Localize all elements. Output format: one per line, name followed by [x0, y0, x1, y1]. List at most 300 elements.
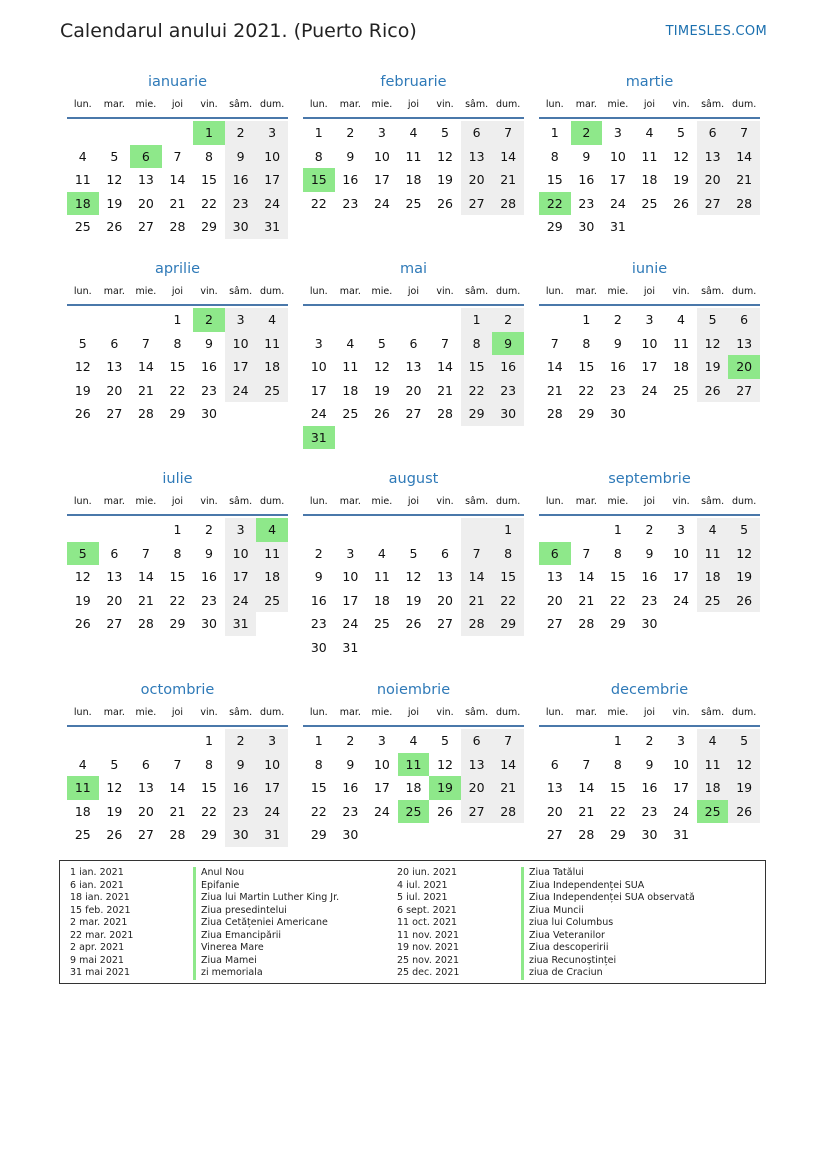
day-cell: 3	[225, 518, 257, 542]
weekday-label: mie.	[135, 496, 157, 507]
day-cell: 13	[546, 569, 563, 584]
weekday-label: dum.	[495, 286, 521, 297]
day-grid	[303, 121, 524, 215]
day-cell: 2	[225, 729, 257, 753]
day-cell: 18	[405, 780, 422, 795]
day-cell: 1	[550, 125, 559, 140]
empty-cell	[67, 308, 99, 332]
legend-holiday-name: zi memoriala	[193, 967, 339, 980]
day-cell: 2	[346, 125, 355, 140]
day-cell: 9	[205, 335, 213, 351]
legend-date: 18 ian. 2021	[70, 892, 130, 903]
day-cell: 15	[169, 359, 186, 374]
day-grid	[303, 729, 524, 847]
day-cell: 16	[342, 172, 359, 187]
weekday-label: joi	[407, 99, 420, 110]
legend-date: 25 nov. 2021	[397, 954, 460, 966]
day-cell: 5	[78, 335, 87, 351]
day-cell: 15	[201, 172, 217, 187]
day-cell: 28	[546, 406, 563, 421]
day-cell: 13	[137, 780, 154, 795]
weekday-label: mar.	[103, 707, 125, 718]
day-cell: 6	[461, 729, 493, 753]
day-cell: 30	[492, 402, 524, 426]
weekday-label: vin.	[672, 707, 690, 718]
day-cell: 16	[225, 776, 257, 800]
day-cell: 26	[437, 803, 453, 819]
day-cell: 19	[673, 172, 689, 187]
day-cell: 20	[137, 803, 154, 819]
day-cell: 10	[225, 332, 257, 356]
empty-cell	[335, 308, 367, 332]
day-grid	[67, 308, 288, 426]
day-cell: 14	[437, 359, 453, 374]
day-cell: 21	[492, 776, 524, 800]
day-cell: 19	[373, 382, 390, 398]
day-cell: 23	[310, 616, 327, 631]
legend-date: 20 iun. 2021	[397, 867, 458, 878]
legend-date: 9 mai 2021	[70, 954, 124, 966]
empty-cell	[130, 518, 162, 542]
legend-holiday-name: Epifanie	[193, 880, 339, 893]
legend-holiday-name: ziua lui Columbus	[521, 917, 695, 930]
day-cell: 20	[106, 592, 123, 608]
day-cell: 20	[405, 382, 422, 398]
day-cell: 1	[205, 733, 213, 748]
day-cell: 8	[173, 545, 182, 561]
legend-date: 4 iul. 2021	[397, 879, 448, 891]
weekday-header	[67, 493, 288, 516]
day-cell: 2	[645, 733, 654, 748]
day-cell: 16	[201, 569, 217, 584]
weekday-label: lun.	[73, 496, 92, 507]
empty-cell	[697, 215, 729, 239]
day-cell: 27	[106, 616, 123, 631]
month-august	[303, 469, 524, 659]
day-cell: 17	[373, 172, 390, 187]
weekday-label: lun.	[545, 707, 564, 718]
day-cell: 9	[205, 545, 213, 561]
month-name: octombrie	[140, 682, 215, 698]
day-cell: 12	[728, 753, 760, 777]
weekday-label: sâm.	[229, 496, 253, 507]
legend-holiday-name: Ziua Independenței SUA	[521, 880, 695, 893]
empty-cell	[728, 823, 760, 847]
day-cell: 7	[141, 335, 150, 351]
legend-date: 2 mar. 2021	[70, 917, 128, 928]
day-cell: 4	[346, 335, 355, 351]
weekday-label: dum.	[259, 496, 285, 507]
day-cell: 1	[314, 125, 323, 140]
day-cell: 8	[461, 332, 493, 356]
legend-date: 5 iul. 2021	[397, 892, 448, 903]
day-cell: 27	[461, 800, 493, 824]
day-cell: 7	[550, 335, 559, 351]
day-cell: 17	[256, 776, 288, 800]
day-cell: 19	[429, 776, 461, 800]
day-cell: 13	[106, 359, 123, 374]
day-cell: 20	[546, 592, 563, 608]
day-cell: 13	[137, 172, 154, 187]
day-cell: 12	[437, 148, 453, 164]
weekday-label: dum.	[731, 707, 757, 718]
day-cell: 16	[342, 780, 359, 795]
day-cell: 18	[373, 592, 390, 608]
day-cell: 22	[609, 803, 626, 819]
weekday-label: sâm.	[701, 286, 725, 297]
empty-cell	[398, 308, 430, 332]
legend-holiday-name: Ziua Tatălui	[521, 867, 695, 880]
day-cell: 2	[492, 308, 524, 332]
day-cell: 26	[437, 195, 453, 211]
legend-names-col-2	[521, 867, 695, 980]
day-cell: 25	[697, 589, 729, 613]
day-cell: 7	[492, 121, 524, 145]
day-cell: 2	[225, 121, 257, 145]
day-cell: 16	[492, 355, 524, 379]
day-grid	[303, 308, 524, 449]
day-cell: 17	[373, 780, 390, 795]
day-cell: 29	[169, 616, 186, 631]
weekday-label: lun.	[545, 496, 564, 507]
empty-cell	[366, 426, 398, 450]
empty-cell	[366, 636, 398, 660]
day-cell: 23	[641, 803, 658, 819]
weekday-label: vin.	[672, 496, 690, 507]
day-cell: 4	[256, 308, 288, 332]
day-cell: 12	[437, 756, 453, 772]
day-cell: 20	[106, 382, 123, 398]
empty-cell	[99, 308, 131, 332]
day-cell: 20	[546, 803, 563, 819]
day-cell: 10	[256, 753, 288, 777]
day-cell: 31	[256, 823, 288, 847]
day-cell: 7	[492, 729, 524, 753]
empty-cell	[539, 729, 571, 753]
day-cell: 3	[377, 733, 386, 748]
day-cell: 31	[303, 426, 335, 450]
day-cell: 17	[673, 780, 689, 795]
month-name: iulie	[162, 471, 193, 487]
legend-date: 15 feb. 2021	[70, 904, 131, 916]
weekday-header	[539, 493, 760, 516]
month-name: noiembrie	[376, 682, 451, 698]
day-cell: 3	[346, 545, 355, 561]
day-cell: 22	[169, 592, 186, 608]
day-cell: 1	[613, 733, 622, 748]
month-name: februarie	[380, 74, 447, 90]
empty-cell	[697, 823, 729, 847]
day-cell: 2	[205, 522, 213, 537]
day-cell: 14	[492, 753, 524, 777]
day-cell: 19	[437, 172, 453, 187]
day-cell: 12	[106, 780, 123, 795]
day-cell: 27	[106, 406, 123, 421]
day-cell: 3	[256, 121, 288, 145]
day-cell: 14	[546, 359, 563, 374]
day-cell: 1	[193, 121, 225, 145]
day-cell: 3	[613, 125, 622, 140]
empty-cell	[162, 729, 194, 753]
day-cell: 29	[492, 612, 524, 636]
empty-cell	[99, 729, 131, 753]
day-cell: 15	[169, 569, 186, 584]
day-cell: 21	[728, 168, 760, 192]
day-cell: 2	[613, 312, 622, 327]
day-cell: 13	[405, 359, 422, 374]
empty-cell	[492, 823, 524, 847]
day-cell: 11	[697, 542, 729, 566]
day-cell: 9	[613, 335, 622, 351]
day-cell: 25	[256, 589, 288, 613]
weekday-header	[303, 493, 524, 516]
day-cell: 18	[697, 565, 729, 589]
day-cell: 25	[342, 406, 359, 421]
empty-cell	[225, 402, 257, 426]
legend-holiday-name: Anul Nou	[193, 867, 339, 880]
month-name: iunie	[631, 261, 668, 277]
month-ianuarie	[67, 72, 288, 239]
day-cell: 13	[437, 569, 453, 584]
day-cell: 21	[169, 195, 186, 211]
legend-dates-col-2	[397, 867, 459, 980]
weekday-label: lun.	[309, 286, 328, 297]
weekday-header	[67, 704, 288, 727]
day-cell: 6	[409, 335, 418, 351]
weekday-label: vin.	[672, 286, 690, 297]
day-cell: 24	[609, 195, 626, 211]
day-cell: 3	[677, 733, 685, 748]
weekday-label: lun.	[73, 707, 92, 718]
day-cell: 22	[492, 589, 524, 613]
day-cell: 13	[546, 780, 563, 795]
legend-date: 6 ian. 2021	[70, 879, 124, 891]
day-cell: 21	[169, 803, 186, 819]
legend-names-col-1	[193, 867, 339, 980]
weekday-label: mie.	[371, 496, 393, 507]
legend-date: 2 apr. 2021	[70, 942, 125, 953]
day-cell: 17	[673, 569, 689, 584]
weekday-label: mar.	[103, 496, 125, 507]
day-cell: 13	[106, 569, 123, 584]
day-cell: 23	[225, 800, 257, 824]
day-cell: 5	[441, 125, 449, 140]
day-cell: 15	[461, 355, 493, 379]
day-cell: 26	[106, 219, 123, 234]
weekday-label: lun.	[309, 496, 328, 507]
day-cell: 12	[728, 542, 760, 566]
weekday-header	[67, 283, 288, 306]
day-cell: 19	[74, 592, 91, 608]
weekday-label: mie.	[607, 99, 629, 110]
day-cell: 29	[609, 616, 626, 631]
legend-date: 19 nov. 2021	[397, 942, 460, 953]
weekday-label: joi	[643, 707, 656, 718]
day-cell: 30	[201, 616, 217, 631]
day-cell: 28	[169, 219, 186, 234]
legend-date: 11 oct. 2021	[397, 917, 458, 928]
day-cell: 4	[697, 729, 729, 753]
day-cell: 1	[613, 522, 622, 537]
day-cell: 18	[74, 803, 91, 819]
day-cell: 15	[578, 359, 595, 374]
legend-holiday-name: Ziua Cetățeniei Americane	[193, 917, 339, 930]
day-cell: 12	[697, 332, 729, 356]
day-cell: 10	[373, 148, 390, 164]
empty-cell	[697, 402, 729, 426]
weekday-label: dum.	[495, 496, 521, 507]
day-grid	[539, 121, 760, 239]
weekday-label: vin.	[436, 707, 454, 718]
day-cell: 30	[225, 823, 257, 847]
weekday-label: lun.	[73, 99, 92, 110]
day-cell: 30	[225, 215, 257, 239]
day-cell: 29	[461, 402, 493, 426]
weekday-label: mie.	[371, 707, 393, 718]
day-cell: 6	[697, 121, 729, 145]
day-cell: 12	[106, 172, 123, 187]
weekday-label: lun.	[545, 99, 564, 110]
day-cell: 30	[641, 827, 658, 842]
day-cell: 19	[728, 776, 760, 800]
month-aprilie	[67, 259, 288, 426]
day-cell: 5	[409, 545, 418, 561]
day-cell: 13	[461, 145, 493, 169]
weekday-label: mie.	[607, 496, 629, 507]
day-cell: 24	[373, 195, 390, 211]
day-cell: 12	[74, 569, 91, 584]
day-cell: 6	[728, 308, 760, 332]
day-cell: 31	[225, 612, 257, 636]
day-cell: 28	[492, 192, 524, 216]
legend-date: 1 ian. 2021	[70, 867, 124, 878]
day-cell: 11	[697, 753, 729, 777]
day-cell: 17	[256, 168, 288, 192]
empty-cell	[366, 823, 398, 847]
empty-cell	[303, 308, 335, 332]
weekday-label: mar.	[575, 99, 597, 110]
day-cell: 18	[673, 359, 689, 374]
day-cell: 28	[461, 612, 493, 636]
empty-cell	[634, 215, 666, 239]
day-cell: 17	[609, 172, 626, 187]
empty-cell	[697, 612, 729, 636]
day-cell: 10	[641, 335, 658, 351]
day-cell: 31	[342, 639, 359, 655]
day-cell: 13	[728, 332, 760, 356]
weekday-label: joi	[407, 707, 420, 718]
day-cell: 15	[201, 780, 217, 795]
weekday-label: sâm.	[465, 707, 489, 718]
empty-cell	[366, 308, 398, 332]
day-cell: 9	[645, 545, 654, 561]
day-cell: 25	[74, 827, 91, 842]
weekday-label: sâm.	[701, 99, 725, 110]
day-cell: 14	[169, 780, 186, 795]
weekday-header	[539, 96, 760, 119]
day-cell: 25	[673, 382, 689, 398]
day-cell: 14	[137, 569, 154, 584]
day-cell: 11	[256, 542, 288, 566]
day-cell: 9	[582, 148, 591, 164]
weekday-label: joi	[171, 707, 184, 718]
day-cell: 8	[550, 148, 559, 164]
day-cell: 19	[74, 382, 91, 398]
weekday-label: mar.	[339, 496, 361, 507]
day-cell: 11	[641, 148, 658, 164]
day-cell: 30	[641, 616, 658, 631]
day-cell: 8	[314, 756, 323, 772]
day-cell: 14	[492, 145, 524, 169]
weekday-label: vin.	[436, 286, 454, 297]
day-cell: 26	[697, 379, 729, 403]
empty-cell	[67, 518, 99, 542]
month-decembrie	[539, 680, 760, 847]
day-cell: 16	[225, 168, 257, 192]
day-cell: 30	[342, 827, 359, 842]
day-cell: 18	[256, 565, 288, 589]
legend-holiday-name: Ziua Mamei	[193, 955, 339, 968]
weekday-label: lun.	[73, 286, 92, 297]
day-cell: 17	[641, 359, 658, 374]
day-cell: 23	[201, 592, 217, 608]
day-cell: 19	[697, 355, 729, 379]
day-cell: 14	[578, 780, 595, 795]
day-cell: 25	[697, 800, 729, 824]
day-cell: 11	[373, 569, 390, 584]
weekday-label: lun.	[309, 99, 328, 110]
day-cell: 2	[571, 121, 603, 145]
weekday-label: joi	[407, 496, 420, 507]
day-cell: 29	[169, 406, 186, 421]
empty-cell	[634, 402, 666, 426]
day-cell: 27	[137, 827, 154, 842]
day-cell: 24	[673, 592, 689, 608]
day-cell: 15	[546, 172, 563, 187]
day-cell: 3	[677, 522, 685, 537]
day-cell: 26	[405, 616, 422, 631]
day-cell: 11	[342, 359, 359, 374]
day-cell: 15	[609, 569, 626, 584]
day-cell: 26	[728, 800, 760, 824]
weekday-label: mie.	[135, 707, 157, 718]
day-cell: 10	[310, 359, 327, 374]
day-cell: 26	[373, 406, 390, 421]
empty-cell	[571, 729, 603, 753]
day-cell: 24	[673, 803, 689, 819]
empty-cell	[429, 426, 461, 450]
day-cell: 7	[582, 756, 591, 772]
day-cell: 20	[137, 195, 154, 211]
day-cell: 4	[409, 125, 418, 140]
empty-cell	[429, 823, 461, 847]
legend-holiday-name: Ziua Muncii	[521, 905, 695, 918]
weekday-label: mar.	[575, 707, 597, 718]
weekday-header	[539, 704, 760, 727]
weekday-header	[67, 96, 288, 119]
day-cell: 20	[461, 776, 493, 800]
day-cell: 18	[697, 776, 729, 800]
day-grid	[539, 729, 760, 847]
site-link[interactable]: TIMESLES.COM	[665, 24, 767, 39]
empty-cell	[99, 121, 131, 145]
weekday-header	[303, 283, 524, 306]
day-grid	[303, 518, 524, 659]
empty-cell	[429, 518, 461, 542]
day-cell: 6	[550, 756, 559, 772]
empty-cell	[492, 636, 524, 660]
day-cell: 7	[173, 148, 182, 164]
